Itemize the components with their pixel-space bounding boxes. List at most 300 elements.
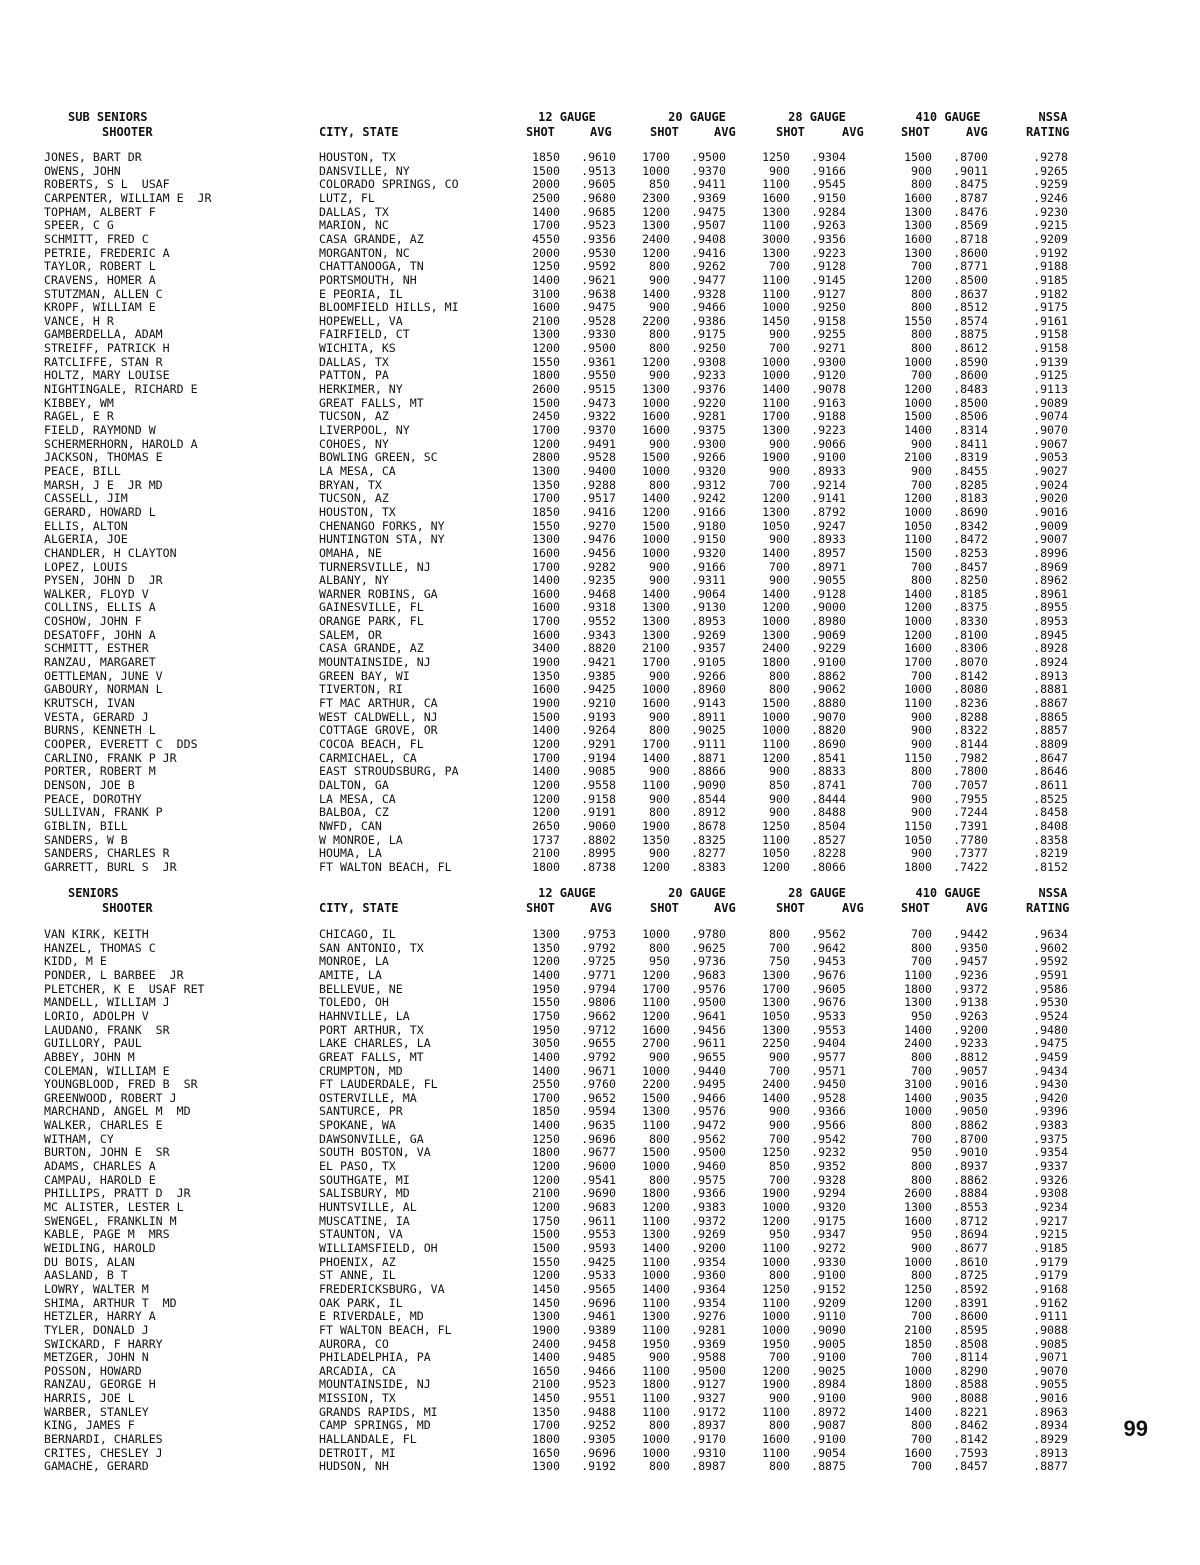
shot-410: 900 [911,723,932,738]
avg-12: .9725 [581,954,616,969]
avg-12: .9500 [581,341,616,356]
avg-20: .9276 [691,1309,726,1324]
shot-410: 1000 [904,395,932,410]
shot-410: 2600 [904,1186,932,1201]
shot-28: 1600 [762,1432,790,1447]
avg-20: .9064 [691,586,726,601]
shot-28: 1200 [762,600,790,615]
shot-28: 1100 [762,1295,790,1310]
avg-28: .8862 [811,668,846,683]
avg-20: .9250 [691,341,726,356]
shot-28: 1250 [762,1281,790,1296]
avg-20: .9281 [691,1322,726,1337]
shooter-name: CAMPAU, HAROLD E [44,1172,156,1187]
shot-12: 1200 [532,805,560,820]
shot-28: 1100 [762,286,790,301]
table-row [0,656,1200,670]
avg-28: .9005 [811,1336,846,1351]
shot-410: 800 [911,286,932,301]
avg-12: .9528 [581,450,616,465]
nssa-rating: .9182 [1033,286,1068,301]
city-state: CARMICHAEL, CA [319,750,417,765]
shot-20: 800 [649,940,670,955]
shot-12: 1600 [532,300,560,315]
nssa-rating: .8996 [1033,545,1068,560]
table-row [0,1215,1200,1229]
shot-12: 1550 [532,995,560,1010]
avg-20: .9311 [691,573,726,588]
nssa-rating: .9009 [1033,518,1068,533]
nssa-rating: .9308 [1033,1186,1068,1201]
table-row [0,1024,1200,1038]
avg-12: .9794 [581,981,616,996]
avg-12: .9468 [581,586,616,601]
shot-12: 1450 [532,1391,560,1406]
nssa-rating: .9070 [1033,423,1068,437]
nssa-rating: .8857 [1033,723,1068,738]
shooter-name: PEACE, BILL [44,463,121,478]
shot-20: 1900 [642,818,670,833]
table-row [0,356,1200,370]
shot-12: 1200 [532,1200,560,1214]
shot-410: 1000 [904,1363,932,1378]
table-row [0,1378,1200,1392]
shooter-name: MC ALISTER, LESTER L [44,1200,184,1214]
shot-20: 900 [649,559,670,574]
shot-12: 1300 [532,327,560,342]
avg-20: .9625 [691,940,726,955]
nssa-rating: .8458 [1033,805,1068,820]
avg-28: .9229 [811,641,846,656]
table-row [0,983,1200,997]
shooter-name: SHIMA, ARTHUR T MD [44,1295,177,1310]
shot-12: 1700 [532,423,560,437]
shot-20: 1200 [642,245,670,260]
shot-410: 800 [911,1118,932,1133]
avg-410: .8553 [953,1200,988,1214]
shot-28: 1100 [762,736,790,751]
shot-12: 1600 [532,627,560,642]
nssa-rating: .9113 [1033,382,1068,397]
city-state: FT LAUDERDALE, FL [319,1077,438,1092]
table-row [0,1283,1200,1297]
shot-410: 800 [911,177,932,192]
avg-410: .9236 [953,967,988,982]
avg-12: .9343 [581,627,616,642]
avg-410: .7800 [953,764,988,779]
nssa-rating: .9185 [1033,1240,1068,1255]
avg-12: .9528 [581,313,616,328]
table-row [0,397,1200,411]
avg-410: .8600 [953,368,988,383]
nssa-rating: .9375 [1033,1131,1068,1146]
table-row [0,438,1200,452]
avg-410: .8787 [953,190,988,205]
shot-410: 1400 [904,423,932,437]
avg-12: .9565 [581,1281,616,1296]
avg-20: .9266 [691,450,726,465]
shot-410: 700 [911,1063,932,1078]
shot-410: 1300 [904,204,932,219]
nssa-rating: .8865 [1033,709,1068,724]
avg-20: .8937 [691,1418,726,1433]
city-state: SPOKANE, WA [319,1118,396,1133]
city-state: WILLIAMSFIELD, OH [319,1240,438,1255]
nssa-rating: .8881 [1033,682,1068,697]
avg-28: .9188 [811,409,846,424]
shot-20: 1600 [642,696,670,710]
avg-28: .8833 [811,764,846,779]
nssa-rating: .9158 [1033,341,1068,356]
avg-28: .8228 [811,846,846,861]
city-state: GREAT FALLS, MT [319,395,424,410]
shot-28: 1200 [762,491,790,506]
avg-410: .8884 [953,1186,988,1201]
avg-20: .9354 [691,1254,726,1269]
shot-header: SHOT [526,901,555,915]
shooter-name: GIBLIN, BILL [44,818,128,833]
shot-28: 700 [769,477,790,492]
shot-28: 1050 [762,1008,790,1023]
shooter-name: KIDD, M E [44,954,107,969]
nssa-rating: .9089 [1033,395,1068,410]
avg-28: .9271 [811,341,846,356]
avg-28: .8880 [811,696,846,710]
avg-20: .9383 [691,1200,726,1214]
table-row [0,588,1200,602]
shot-410: 1600 [904,1445,932,1460]
shooter-name: TAYLOR, ROBERT L [44,259,156,274]
avg-28: .8875 [811,1459,846,1474]
nssa-header: NSSA [1038,886,1068,900]
shot-28: 1400 [762,586,790,601]
avg-20: .9500 [691,1145,726,1160]
shooter-name: SWICKARD, F HARRY [44,1336,163,1351]
shot-12: 2100 [532,313,560,328]
city-state: GREEN BAY, WI [319,668,410,683]
avg-28: .9328 [811,1172,846,1187]
avg-28: .9223 [811,245,846,260]
avg-12: .9771 [581,967,616,982]
avg-12: .9515 [581,382,616,397]
shot-12: 1250 [532,1131,560,1146]
avg-12: .9060 [581,818,616,833]
shot-header: SHOT [650,125,679,139]
avg-20: .8325 [691,832,726,847]
shot-12: 1700 [532,491,560,506]
shot-12: 1300 [532,1459,560,1474]
avg-header: AVG [714,125,736,139]
avg-12: .9291 [581,736,616,751]
avg-410: .8411 [953,436,988,451]
avg-28: .9284 [811,204,846,219]
table-row [0,533,1200,547]
shot-28: 700 [769,341,790,356]
city-state: FT WALTON BEACH, FL [319,1322,452,1337]
avg-28: .9553 [811,1022,846,1037]
shot-410: 900 [911,1391,932,1406]
avg-410: .8070 [953,655,988,670]
shot-28: 900 [769,1049,790,1064]
shot-410: 800 [911,1172,932,1187]
table-row [0,1228,1200,1242]
avg-28: .8504 [811,818,846,833]
table-row [0,1310,1200,1324]
shot-12: 1950 [532,981,560,996]
shot-410: 900 [911,805,932,820]
nssa-rating: .8647 [1033,750,1068,765]
shooter-name: YOUNGBLOOD, FRED B SR [44,1077,198,1092]
city-state: HUDSON, NH [319,1459,389,1474]
table-row [0,752,1200,766]
shot-12: 1400 [532,1063,560,1078]
rating-header: RATING [1026,901,1070,915]
shot-410: 700 [911,927,932,941]
gauge-28-header: 28 GAUGE [788,110,846,124]
shot-28: 1200 [762,1213,790,1228]
shot-12: 1700 [532,1418,560,1433]
shot-12: 1600 [532,586,560,601]
city-state: CHICAGO, IL [319,927,396,941]
shooter-name: TYLER, DONALD J [44,1322,149,1337]
city-state: FREDERICKSBURG, VA [319,1281,445,1296]
shot-12: 1600 [532,545,560,560]
shooter-name: LAUDANO, FRANK SR [44,1022,170,1037]
avg-410: .7391 [953,818,988,833]
shot-410: 1000 [904,354,932,369]
shooter-name: RANZAU, GEORGE H [44,1377,156,1392]
avg-410: .8342 [953,518,988,533]
city-state: CAMP SPRINGS, MD [319,1418,431,1433]
avg-20: .9655 [691,1049,726,1064]
shooter-name: STUTZMAN, ALLEN C [44,286,163,301]
shot-28: 1400 [762,382,790,397]
shot-12: 1200 [532,954,560,969]
shot-20: 1100 [642,1404,670,1419]
avg-28: .9294 [811,1186,846,1201]
shooter-name: RANZAU, MARGARET [44,655,156,670]
shooter-name: OWENS, JOHN [44,163,121,178]
city-state: TURNERSVILLE, NJ [319,559,431,574]
shot-20: 1800 [642,1377,670,1392]
shot-28: 800 [769,682,790,697]
avg-20: .8866 [691,764,726,779]
shot-12: 1450 [532,1295,560,1310]
city-state: PHOENIX, AZ [319,1254,396,1269]
nssa-rating: .9179 [1033,1268,1068,1283]
shot-28: 1050 [762,846,790,861]
avg-28: .9070 [811,709,846,724]
shot-12: 2100 [532,1377,560,1392]
city-state: COHOES, NY [319,436,389,451]
shooter-name: WALKER, FLOYD V [44,586,149,601]
avg-410: .8457 [953,559,988,574]
nssa-rating: .9007 [1033,532,1068,547]
table-row [0,1447,1200,1461]
avg-12: .9421 [581,655,616,670]
shot-410: 1200 [904,272,932,287]
table-row [0,601,1200,615]
avg-410: .8185 [953,586,988,601]
shot-12: 2800 [532,450,560,465]
shot-12: 1750 [532,1213,560,1228]
city-state: WICHITA, KS [319,341,396,356]
nssa-rating: .9161 [1033,313,1068,328]
shot-28: 1400 [762,1090,790,1105]
avg-410: .9035 [953,1090,988,1105]
nssa-rating: .9020 [1033,491,1068,506]
city-state: LUTZ, FL [319,190,375,205]
shot-20: 2300 [642,190,670,205]
shooter-name: HOLTZ, MARY LOUISE [44,368,170,383]
shot-12: 1900 [532,1322,560,1337]
shot-28: 2250 [762,1036,790,1051]
table-row [0,834,1200,848]
shot-28: 1700 [762,409,790,424]
avg-28: .9110 [811,1309,846,1324]
avg-410: .8712 [953,1213,988,1228]
avg-12: .8802 [581,832,616,847]
shot-20: 800 [649,327,670,342]
shot-20: 1700 [642,981,670,996]
shot-28: 1500 [762,696,790,710]
nssa-rating: .8152 [1033,859,1068,874]
avg-12: .9466 [581,1363,616,1378]
avg-12: .9610 [581,150,616,164]
avg-28: .9642 [811,940,846,955]
avg-12: .9792 [581,940,616,955]
shot-20: 1000 [642,927,670,941]
shot-20: 1300 [642,627,670,642]
shot-28: 1300 [762,995,790,1010]
table-row [0,1406,1200,1420]
avg-20: .9376 [691,382,726,397]
city-state: SANTURCE, PR [319,1104,403,1119]
avg-12: .9252 [581,1418,616,1433]
city-state: MARION, NC [319,218,389,233]
avg-12: .9330 [581,327,616,342]
avg-28: .9128 [811,586,846,601]
shot-20: 1200 [642,504,670,519]
avg-20: .9025 [691,723,726,738]
shot-12: 1200 [532,736,560,751]
shot-28: 1000 [762,354,790,369]
shot-12: 1750 [532,1008,560,1023]
nssa-rating: .9265 [1033,163,1068,178]
avg-20: .9780 [691,927,726,941]
shot-410: 1300 [904,218,932,233]
city-state: BELLEVUE, NE [319,981,403,996]
shooter-name: ALGERIA, JOE [44,532,128,547]
shot-12: 1700 [532,750,560,765]
avg-20: .9166 [691,559,726,574]
table-row [0,1201,1200,1215]
avg-12: .8995 [581,846,616,861]
nssa-rating: .8928 [1033,641,1068,656]
table-row [0,1338,1200,1352]
table-row [0,424,1200,438]
avg-20: .9357 [691,641,726,656]
avg-410: .8506 [953,409,988,424]
nssa-rating: .9055 [1033,1377,1068,1392]
avg-28: .9100 [811,1391,846,1406]
avg-28: .9087 [811,1418,846,1433]
avg-28: .8980 [811,614,846,629]
shooter-name: COLEMAN, WILLIAM E [44,1063,170,1078]
avg-12: .9361 [581,354,616,369]
shot-410: 950 [911,1227,932,1242]
avg-28: .9232 [811,1145,846,1160]
nssa-rating: .9188 [1033,259,1068,274]
table-row [0,451,1200,465]
shot-20: 900 [649,764,670,779]
nssa-rating: .9067 [1033,436,1068,451]
avg-28: .9055 [811,573,846,588]
nssa-rating: .8913 [1033,668,1068,683]
avg-20: .9611 [691,1036,726,1051]
shot-20: 1100 [642,995,670,1010]
table-row [0,1187,1200,1201]
city-state-header: CITY, STATE [319,901,399,915]
shot-20: 800 [649,341,670,356]
table-row [0,288,1200,302]
avg-20: .9576 [691,981,726,996]
shot-410: 700 [911,477,932,492]
avg-28: .9100 [811,1432,846,1447]
table-row [0,820,1200,834]
avg-20: .9369 [691,190,726,205]
shot-12: 1800 [532,859,560,874]
avg-28: .9347 [811,1227,846,1242]
city-state: HOUSTON, TX [319,150,396,164]
shot-410: 800 [911,1418,932,1433]
city-state: CHATTANOOGA, TN [319,259,424,274]
shooter-name: DENSON, JOE B [44,777,135,792]
shot-20: 1300 [642,382,670,397]
avg-28: .9127 [811,286,846,301]
shot-410: 800 [911,1268,932,1283]
shot-12: 2650 [532,818,560,833]
shot-28: 2400 [762,641,790,656]
avg-410: .8144 [953,736,988,751]
avg-410: .8080 [953,682,988,697]
avg-20: .9262 [691,259,726,274]
avg-12: .9696 [581,1131,616,1146]
avg-20: .9269 [691,627,726,642]
nssa-rating: .9586 [1033,981,1068,996]
avg-12: .9488 [581,1404,616,1419]
shooter-name: KRUTSCH, IVAN [44,696,135,710]
avg-410: .8088 [953,1391,988,1406]
shot-12: 1200 [532,1159,560,1174]
shot-410: 950 [911,1145,932,1160]
shot-20: 1400 [642,1240,670,1255]
shooter-name: LORIO, ADOLPH V [44,1008,149,1023]
shot-410: 2100 [904,450,932,465]
avg-12: .9475 [581,300,616,315]
shooter-name: PONDER, L BARBEE JR [44,967,184,982]
city-state: CHENANGO FORKS, NY [319,518,445,533]
nssa-rating: .9111 [1033,1309,1068,1324]
shot-12: 3400 [532,641,560,656]
shot-12: 1700 [532,218,560,233]
shot-28: 800 [769,1418,790,1433]
shot-20: 1350 [642,832,670,847]
shot-20: 1100 [642,1118,670,1133]
nssa-rating: .9530 [1033,995,1068,1010]
avg-12: .9305 [581,1432,616,1447]
avg-28: .9100 [811,1268,846,1283]
